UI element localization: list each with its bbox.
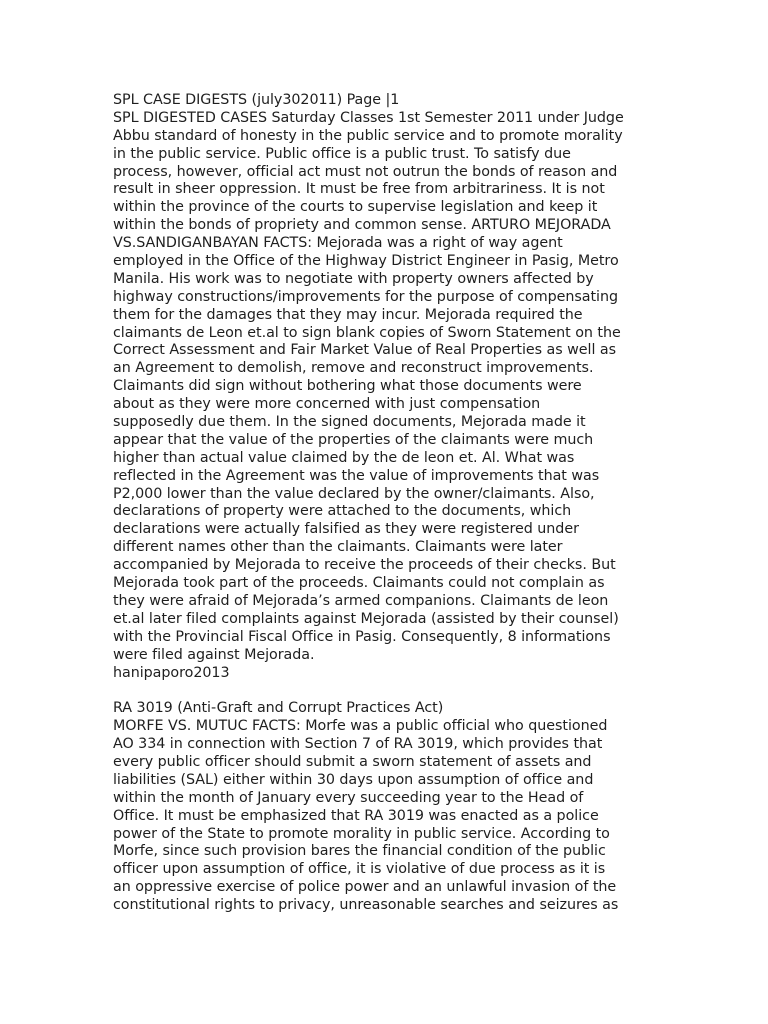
text-line: result in sheer oppression. It must be free from arbitrariness. It is not [113, 181, 605, 198]
text-line: et.al later filed complaints against Mejorada (assisted by their counsel) [113, 610, 619, 627]
text-line: they were afraid of Mejorada’s armed companions. Claimants de leon [113, 592, 609, 609]
text-line: Office. It must be emphasized that RA 3019 was enacted as a police [113, 807, 599, 824]
case-digest-section-two [113, 700, 673, 915]
section-heading: RA 3019 (Anti-Graft and Corrupt Practices Act) [113, 700, 444, 717]
text-line: within the province of the courts to supervise legislation and keep it [113, 199, 598, 216]
text-line: power of the State to promote morality in public service. According to [113, 825, 610, 842]
text-line: MORFE VS. MUTUC FACTS: Morfe was a public official who questioned [113, 718, 608, 735]
text-line: an Agreement to demolish, remove and reconstruct improvements. [113, 360, 594, 377]
text-line: Manila. His work was to negotiate with property owners affected by [113, 270, 594, 287]
text-line: within the month of January every succeeding year to the Head of [113, 789, 584, 806]
text-line: declarations of property were attached to the documents, which [113, 503, 572, 520]
document-body [113, 92, 673, 915]
text-line: liabilities (SAL) either within 30 days upon assumption of office and [113, 771, 594, 788]
text-line: about as they were more concerned with just compensation [113, 396, 541, 413]
text-line: supposedly due them. In the signed documents, Mejorada made it [113, 414, 586, 431]
text-line: Abbu standard of honesty in the public service and to promote morality [113, 127, 623, 144]
text-line: appear that the value of the properties of the claimants were much [113, 431, 594, 448]
text-line: an oppressive exercise of police power and an unlawful invasion of the [113, 879, 617, 896]
text-line: them for the damages that they may incur. Mejorada required the [113, 306, 583, 323]
text-line: accompanied by Mejorada to receive the proceeds of their checks. But [113, 557, 616, 574]
text-line: reflected in the Agreement was the value of improvements that was [113, 467, 600, 484]
text-line: highway constructions/improvements for the purpose of compensating [113, 288, 618, 305]
text-line: VS.SANDIGANBAYAN FACTS: Mejorada was a right of way agent [113, 235, 563, 252]
text-line: P2,000 lower than the value declared by the owner/claimants. Also, [113, 485, 595, 502]
text-line: Morfe, since such provision bares the financial condition of the public [113, 843, 606, 860]
text-line: claimants de Leon et.al to sign blank copies of Sworn Statement on the [113, 324, 621, 341]
text-line: constitutional rights to privacy, unreasonable searches and seizures as [113, 897, 619, 914]
text-line: higher than actual value claimed by the de leon et. Al. What was [113, 449, 575, 466]
text-line: were filed against Mejorada. [113, 646, 315, 663]
text-line: employed in the Office of the Highway District Engineer in Pasig, Metro [113, 253, 619, 270]
text-line: officer upon assumption of office, it is violative of due process as it is [113, 861, 606, 878]
paragraph-gap [113, 682, 673, 700]
text-line: within the bonds of propriety and common sense. ARTURO MEJORADA [113, 217, 611, 234]
text-line: declarations were actually falsified as they were registered under [113, 521, 579, 538]
text-line: with the Provincial Fiscal Office in Pasig. Consequently, 8 informations [113, 628, 611, 645]
text-line: Mejorada took part of the proceeds. Claimants could not complain as [113, 575, 605, 592]
text-line: every public officer should submit a sworn statement of assets and [113, 753, 592, 770]
case-digest-section-one [113, 92, 673, 682]
text-line: SPL DIGESTED CASES Saturday Classes 1st Semester 2011 under Judge [113, 109, 624, 126]
text-line: Correct Assessment and Fair Market Value of Real Properties as well as [113, 342, 616, 359]
header-line: SPL CASE DIGESTS (july302011) Page |1 [113, 92, 400, 108]
text-line: different names other than the claimants. Claimants were later [113, 539, 563, 556]
text-line: Claimants did sign without bothering what those documents were [113, 378, 582, 395]
author-credit: hanipaporo2013 [113, 664, 230, 681]
text-line: process, however, official act must not outrun the bonds of reason and [113, 163, 618, 180]
text-line: AO 334 in connection with Section 7 of RA 3019, which provides that [113, 736, 603, 753]
text-line: in the public service. Public office is a public trust. To satisfy due [113, 145, 571, 162]
